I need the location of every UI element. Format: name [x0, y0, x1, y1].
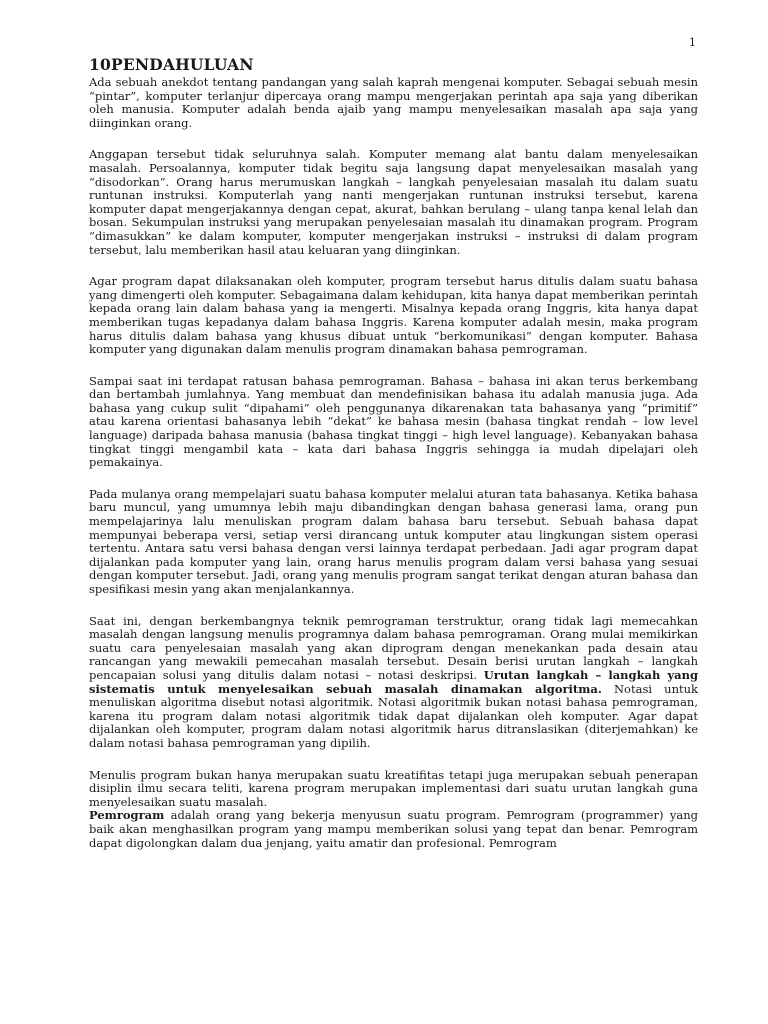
paragraph-8-rest: adalah orang yang bekerja menyusun suatu program. Pemrogram (programmer) yang baik akan menghasilkan program yang mampu memberikan solusi yang tepat dan benar. Pemrogram dapat digolongkan dalam dua jenjang, yaitu amatir dan profesional. Pemrogram: [89, 808, 698, 850]
paragraph-8: [89, 809, 698, 850]
paragraph-6: [89, 615, 698, 751]
page-number: 1: [689, 36, 696, 49]
paragraph-2: Anggapan tersebut tidak seluruhnya salah. Komputer memang alat bantu dalam menyelesaikan masalah. Persoalannya, komputer tidak begitu saja langsung dapat menyelesaikan masalah yang “disodorkan”. Orang harus merumuskan langkah – langkah penyelesaian masalah itu dalam suatu runtunan instruksi. Komputerlah yang nanti mengerjakan runtunan instruksi tersebut, karena komputer dapat mengerjakannya dengan cepat, akurat, bahkan berulang – ulang tanpa kenal lelah dan bosan. Sekumpulan instruksi yang merupakan penyelesaian masalah itu dinamakan program. Program “dimasukkan” ke dalam komputer, komputer mengerjakan instruksi – instruksi di dalam program tersebut, lalu memberikan hasil atau keluaran yang diinginkan.: [89, 147, 698, 257]
algorithm-definition: Urutan langkah – langkah yang sistematis untuk menyelesaikan sebuah masalah dinamakan algoritma.: [89, 667, 698, 696]
paragraph-6-intro: Saat ini, dengan berkembangnya teknik pemrograman terstruktur, orang tidak lagi memecahkan masalah dengan langsung menulis programnya dalam bahasa pemrograman. Orang mulai memikirkan suatu cara penyelesaian masalah yang akan diprogram dengan menekankan pada desain atau rancangan yang mewakili pemecahan masalah tersebut. Desain berisi urutan langkah – langkah pencapaian solusi yang ditulis dalam notasi – notasi deskripsi.: [89, 613, 698, 682]
paragraph-7: Menulis program bukan hanya merupakan suatu kreatifitas tetapi juga merupakan sebuah penerapan disiplin ilmu secara teliti, karena program merupakan implementasi dari suatu urutan langkah guna menyelesaikan suatu masalah.: [89, 767, 698, 809]
chapter-heading: 10PENDAHULUAN: [89, 55, 254, 74]
paragraph-4: Sampai saat ini terdapat ratusan bahasa pemrograman. Bahasa – bahasa ini akan terus berkembang dan bertambah jumlahnya. Yang membuat dan mendefinisikan bahasa itu adalah manusia juga. Ada bahasa yang cukup sulit “dipahami” oleh penggunanya dikarenakan tata bahasanya yang “primitif” atau karena orientasi bahasanya lebih “dekat” ke bahasa mesin (bahasa tingkat rendah – low level language) daripada bahasa manusia (bahasa tingkat tinggi – high level language). Kebanyakan bahasa tingkat tinggi mengambil kata – kata dari bahasa Inggris sehingga ia mudah dipelajari oleh pemakainya.: [89, 373, 698, 470]
programmer-term: Pemrogram: [89, 808, 165, 823]
paragraph-5: Pada mulanya orang mempelajari suatu bahasa komputer melalui aturan tata bahasanya. Ketika bahasa baru muncul, yang umumnya lebih maju dibandingkan dengan bahasa generasi lama, orang pun mempelajarinya lalu menuliskan program dalam bahasa baru tersebut. Sebuah bahasa dapat mempunyai beberapa versi, setiap versi dirancang untuk komputer atau lingkungan sistem operasi tertentu. Antara satu versi bahasa dengan versi lainnya terdapat perbedaan. Jadi agar program dapat dijalankan pada komputer yang lain, orang harus menulis program dalam versi bahasa yang sesuai dengan komputer tersebut. Jadi, orang yang menulis program sangat terikat dengan aturan bahasa dan spesifikasi mesin yang akan menjalankannya.: [89, 486, 698, 596]
paragraph-1: Ada sebuah anekdot tentang pandangan yang salah kaprah mengenai komputer. Sebagai sebuah mesin “pintar”, komputer terlanjur dipercaya orang mampu mengerjakan perintah apa saja yang diberikan oleh manusia. Komputer adalah benda ajaib yang mampu menyelesaikan masalah apa saja yang diinginkan orang.: [89, 75, 698, 130]
paragraph-3: Agar program dapat dilaksanakan oleh komputer, program tersebut harus ditulis dalam suatu bahasa yang dimengerti oleh komputer. Sebagaimana dalam kehidupan, kita hanya dapat memberikan perintah kepada orang lain dalam bahasa yang ia mengerti. Misalnya kepada orang Inggris, kita hanya dapat memberikan tugas kepadanya dalam bahasa Inggris. Karena komputer adalah mesin, maka program harus ditulis dalam bahasa yang khusus dibuat untuk “berkomunikasi” dengan komputer. Bahasa komputer yang digunakan dalam menulis program dinamakan bahasa pemrograman.: [89, 274, 698, 357]
paragraph-6-rest: Notasi untuk menuliskan algoritma disebut notasi algoritmik. Notasi algoritmik bukan notasi bahasa pemrograman, karena itu program dalam notasi algoritmik tidak dapat dijalankan oleh komputer. Agar dapat dijalankan oleh komputer, program dalam notasi algoritmik harus ditranslasikan (diterjemahkan) ke dalam notasi bahasa pemrograman yang dipilih.: [89, 681, 698, 750]
